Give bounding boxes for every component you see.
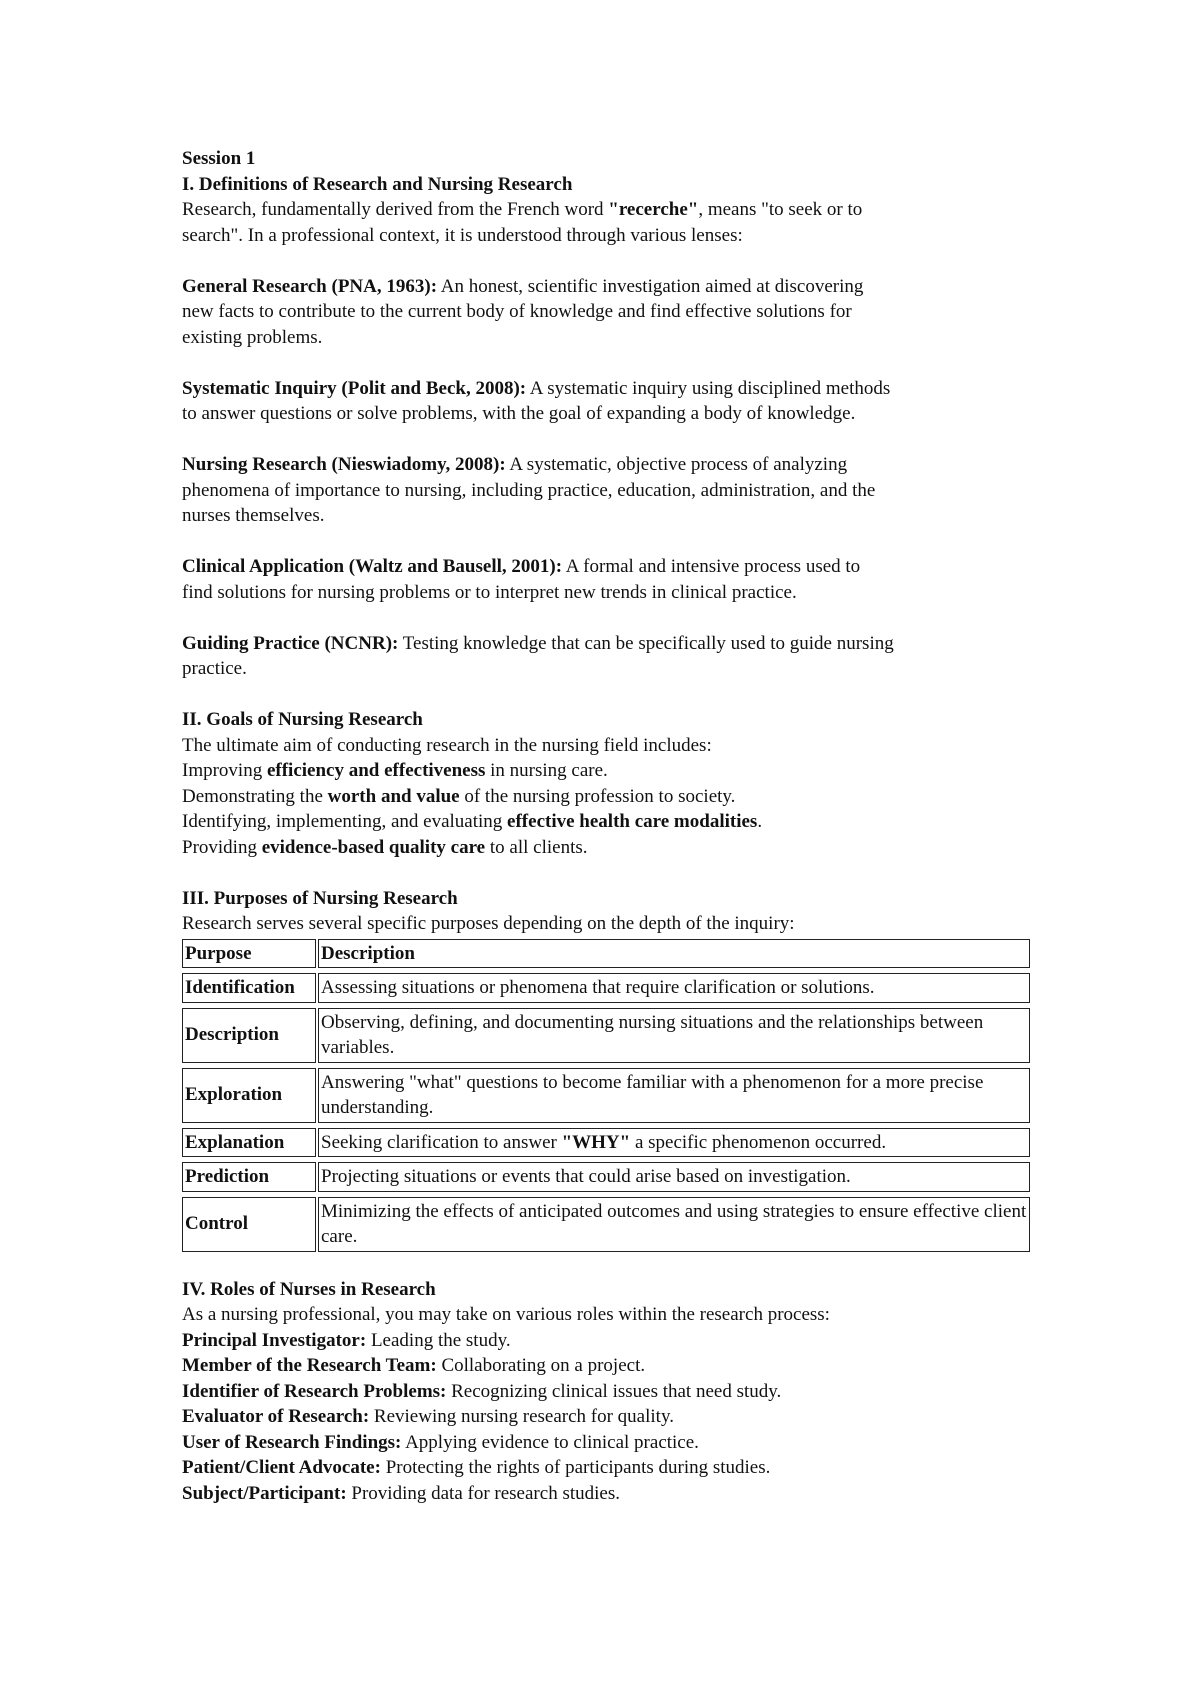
- section-1-intro: Research, fundamentally derived from the French word "recerche", means "to seek or to: [182, 199, 863, 220]
- table-row: [182, 1128, 1030, 1158]
- role-item: User of Research Findings: Applying evidence to clinical practice.: [182, 1431, 699, 1453]
- table-row: [182, 1008, 1030, 1063]
- role-item: Evaluator of Research: Reviewing nursing research for quality.: [182, 1406, 674, 1427]
- table-row: [182, 973, 1030, 1003]
- definition-nursing-research: Nursing Research (Nieswiadomy, 2008): A systematic, objective process of analyzing: [182, 454, 848, 475]
- description-cell: Observing, defining, and documenting nursing situations and the relationships between variables.: [318, 1008, 1030, 1063]
- goal-item: Demonstrating the worth and value of the nursing profession to society.: [182, 785, 736, 807]
- description-cell: Projecting situations or events that could arise based on investigation.: [318, 1162, 1030, 1192]
- section-3-heading: III. Purposes of Nursing Research: [182, 887, 458, 909]
- description-cell: Seeking clarification to answer "WHY" a specific phenomenon occurred.: [318, 1128, 1030, 1158]
- section-4-intro: As a nursing professional, you may take on various roles within the research process:: [182, 1304, 830, 1325]
- purpose-cell: Identification: [182, 973, 316, 1003]
- definition-systematic-inquiry: Systematic Inquiry (Polit and Beck, 2008): A systematic inquiry using disciplined methods: [182, 377, 891, 399]
- description-cell: Minimizing the effects of anticipated outcomes and using strategies to ensure effective client care.: [318, 1197, 1030, 1252]
- section-1-heading: I. Definitions of Research and Nursing Research: [182, 173, 573, 195]
- table-header-cell: Purpose: [182, 939, 316, 969]
- section-2-heading: II. Goals of Nursing Research: [182, 709, 423, 730]
- table-row: [182, 1197, 1030, 1252]
- purposes-table: [180, 934, 1032, 1257]
- table-header-cell: Description: [318, 939, 1030, 969]
- role-item: Identifier of Research Problems: Recognizing clinical issues that need study.: [182, 1380, 782, 1402]
- goal-item: Improving efficiency and effectiveness in nursing care.: [182, 760, 608, 781]
- section-1-intro-cont: search". In a professional context, it is understood through various lenses:: [182, 224, 743, 246]
- section-4-heading: IV. Roles of Nurses in Research: [182, 1278, 436, 1300]
- section-2-intro: The ultimate aim of conducting research in the nursing field includes:: [182, 734, 712, 756]
- definition-nursing-research-cont: phenomena of importance to nursing, including practice, education, administration, and the: [182, 479, 876, 501]
- definition-general-research: General Research (PNA, 1963): An honest, scientific investigation aimed at discovering: [182, 275, 864, 297]
- session-title: Session 1: [182, 148, 256, 169]
- purpose-cell: Control: [182, 1197, 316, 1252]
- section-3-intro: Research serves several specific purposes depending on the depth of the inquiry:: [182, 913, 795, 934]
- description-cell: Answering "what" questions to become familiar with a phenomenon for a more precise understanding.: [318, 1068, 1030, 1123]
- definition-general-research-cont: new facts to contribute to the current body of knowledge and find effective solutions for: [182, 301, 852, 322]
- goal-item: Identifying, implementing, and evaluating effective health care modalities.: [182, 811, 763, 832]
- definition-clinical-application-cont: find solutions for nursing problems or to interpret new trends in clinical practice.: [182, 581, 797, 603]
- definition-guiding-practice-cont: practice.: [182, 658, 247, 679]
- role-item: Member of the Research Team: Collaborating on a project.: [182, 1355, 646, 1376]
- role-item: Subject/Participant: Providing data for research studies.: [182, 1482, 620, 1504]
- purpose-cell: Explanation: [182, 1128, 316, 1158]
- definition-systematic-inquiry-cont: to answer questions or solve problems, with the goal of expanding a body of knowledge.: [182, 403, 856, 424]
- document-page: [182, 146, 1032, 1506]
- purpose-cell: Exploration: [182, 1068, 316, 1123]
- goal-item: Providing evidence-based quality care to all clients.: [182, 836, 588, 858]
- definition-guiding-practice: Guiding Practice (NCNR): Testing knowledge that can be specifically used to guide nursing: [182, 632, 894, 654]
- table-header-row: [182, 939, 1030, 969]
- table-row: [182, 1068, 1030, 1123]
- role-item: Principal Investigator: Leading the study.: [182, 1329, 511, 1351]
- definition-general-research-cont: existing problems.: [182, 326, 323, 348]
- description-cell: Assessing situations or phenomena that require clarification or solutions.: [318, 973, 1030, 1003]
- definition-clinical-application: Clinical Application (Waltz and Bausell, 2001): A formal and intensive process used to: [182, 556, 861, 577]
- table-row: [182, 1162, 1030, 1192]
- role-item: Patient/Client Advocate: Protecting the rights of participants during studies.: [182, 1457, 771, 1478]
- purpose-cell: Prediction: [182, 1162, 316, 1192]
- definition-nursing-research-cont: nurses themselves.: [182, 505, 325, 526]
- purpose-cell: Description: [182, 1008, 316, 1063]
